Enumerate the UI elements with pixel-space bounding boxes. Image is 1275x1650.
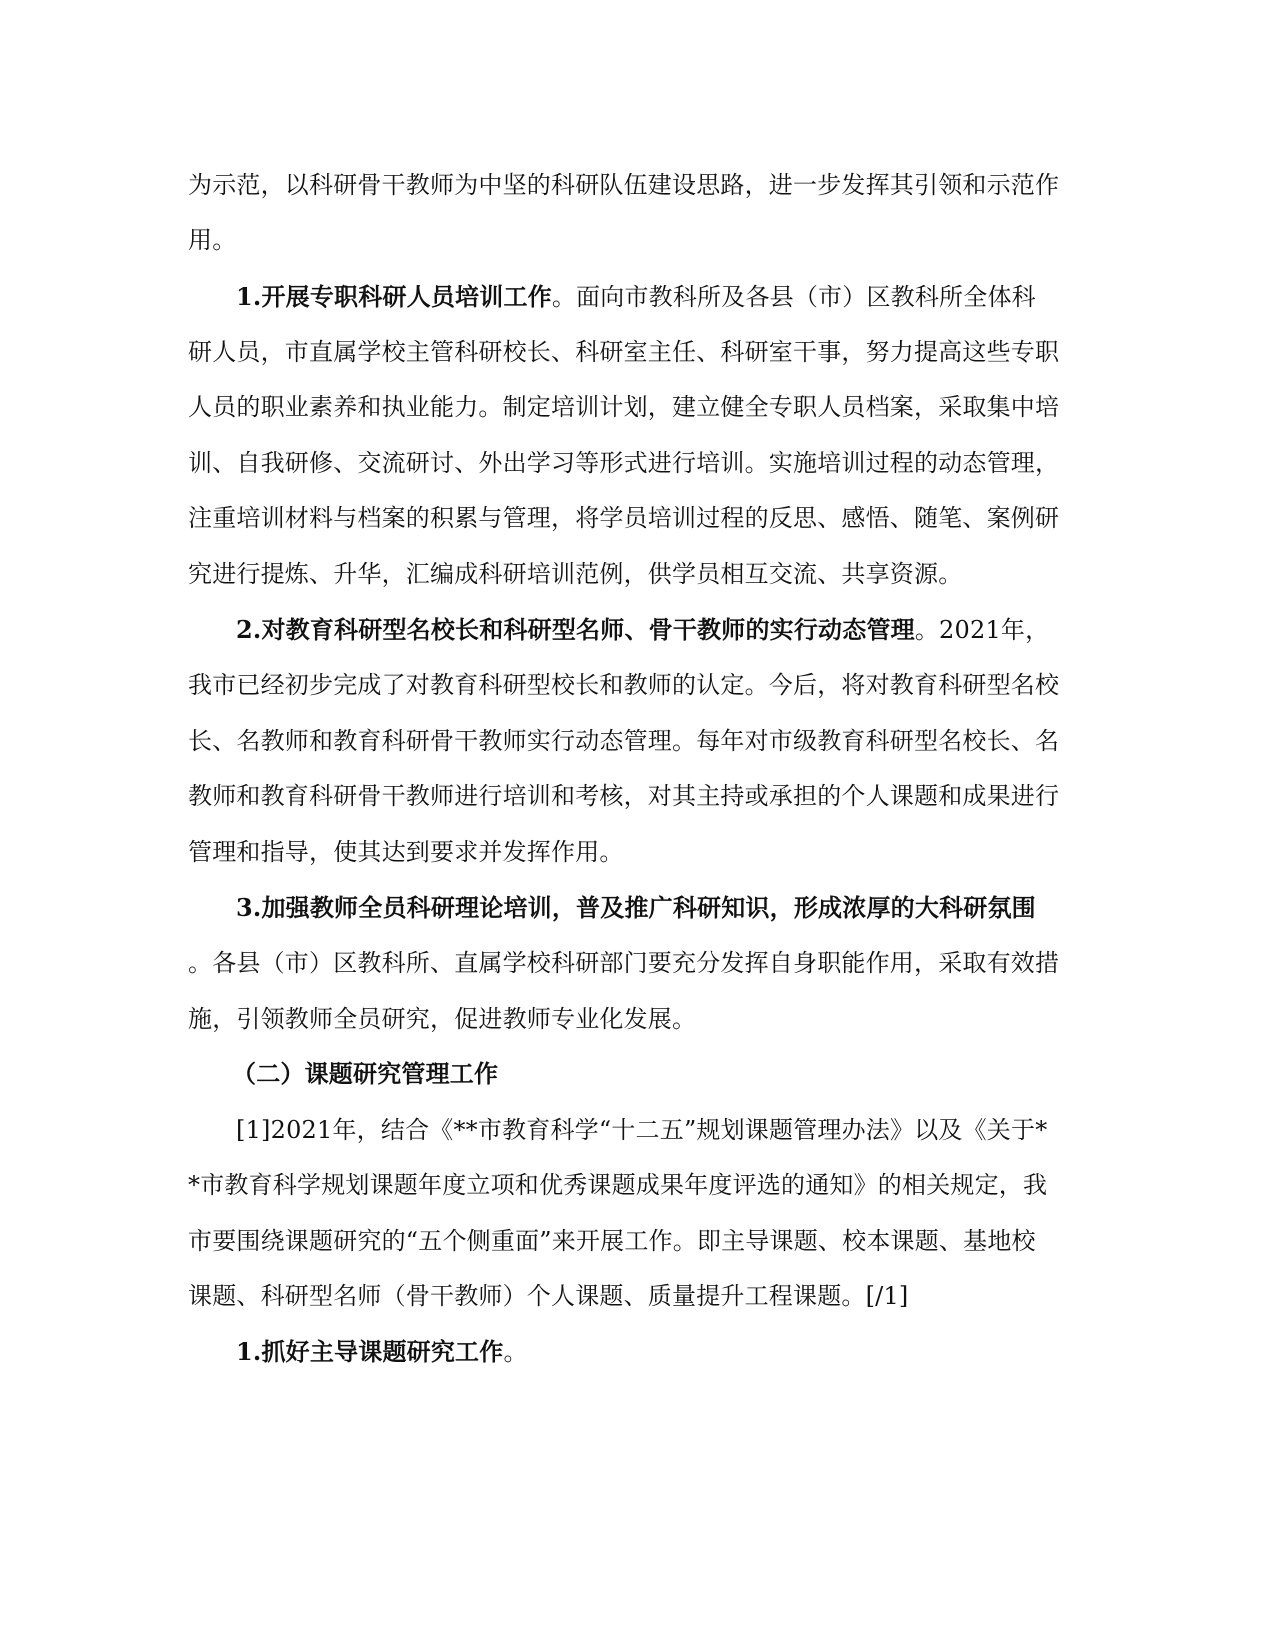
line-text: 。2021年， [914, 616, 1050, 644]
item-heading: 1.抓好主导课题研究工作 [236, 1337, 504, 1366]
line-text: 研人员，市直属学校主管科研校长、科研室主任、科研室干事，努力提高这些专职 [188, 338, 1060, 366]
paragraph-line [188, 167, 1088, 203]
paragraph-line [236, 279, 1136, 315]
line-text: 我市已经初步完成了对教育科研型校长和教师的认定。今后，将对教育科研型名校 [188, 671, 1060, 699]
section-heading [232, 1056, 1132, 1092]
line-text: 市要围绕课题研究的“五个侧重面”来开展工作。即主导课题、校本课题、基地校 [188, 1227, 1036, 1255]
line-text: 用。 [188, 226, 237, 254]
paragraph-line [188, 834, 1088, 870]
line-text: [1]2021年，结合《**市教育科学“十二五”规划课题管理办法》以及《关于* [236, 1116, 1048, 1144]
paragraph-line [188, 1167, 1088, 1203]
line-text: 。 [503, 1338, 528, 1366]
paragraph-line [188, 1001, 1088, 1037]
line-text: 管理和指导，使其达到要求并发挥作用。 [188, 838, 624, 866]
line-text: 注重培训材料与档案的积累与管理，将学员培训过程的反思、感悟、随笔、案例研 [188, 504, 1060, 532]
item-heading: 2.对教育科研型名校长和科研型名师、骨干教师的实行动态管理 [236, 615, 915, 644]
paragraph-line [188, 556, 1088, 592]
paragraph-line [188, 1223, 1088, 1259]
paragraph-line [188, 778, 1088, 814]
line-text: 长、名教师和教育科研骨干教师实行动态管理。每年对市级教育科研型名校长、名 [188, 727, 1060, 755]
line-text: 施，引领教师全员研究，促进教师专业化发展。 [188, 1005, 697, 1033]
paragraph-line [188, 222, 1088, 258]
line-text: 。面向市教科所及各县（市）区教科所全体科 [551, 283, 1036, 311]
paragraph-line [236, 612, 1136, 648]
line-text: 为示范，以科研骨干教师为中坚的科研队伍建设思路，进一步发挥其引领和示范作 [188, 171, 1060, 199]
line-text: 。各县（市）区教科所、直属学校科研部门要充分发挥自身职能作用，采取有效措 [188, 949, 1060, 977]
paragraph-line [188, 445, 1088, 481]
item-heading: 1.开展专职科研人员培训工作 [236, 282, 552, 311]
paragraph-line [236, 890, 1136, 926]
paragraph-line [236, 1334, 1136, 1370]
line-text: 人员的职业素养和执业能力。制定培训计划，建立健全专职人员档案，采取集中培 [188, 393, 1060, 421]
paragraph-line [188, 1278, 1088, 1314]
line-text: 课题、科研型名师（骨干教师）个人课题、质量提升工程课题。[/1] [188, 1282, 909, 1310]
paragraph-line [188, 334, 1088, 370]
line-text: 究进行提炼、升华，汇编成科研培训范例，供学员相互交流、共享资源。 [188, 560, 963, 588]
paragraph-line [188, 667, 1088, 703]
paragraph-line [188, 945, 1088, 981]
paragraph-line [236, 1112, 1136, 1148]
line-text: 教师和教育科研骨干教师进行培训和考核，对其主持或承担的个人课题和成果进行 [188, 782, 1060, 810]
section-heading-text: （二）课题研究管理工作 [232, 1059, 499, 1088]
line-text: 训、自我研修、交流研讨、外出学习等形式进行培训。实施培训过程的动态管理， [188, 449, 1060, 477]
paragraph-line [188, 723, 1088, 759]
line-text: *市教育科学规划课题年度立项和优秀课题成果年度评选的通知》的相关规定，我 [188, 1171, 1048, 1199]
paragraph-line [188, 389, 1088, 425]
item-heading: 3.加强教师全员科研理论培训，普及推广科研知识，形成浓厚的大科研氛围 [236, 893, 1036, 922]
paragraph-line [188, 500, 1088, 536]
